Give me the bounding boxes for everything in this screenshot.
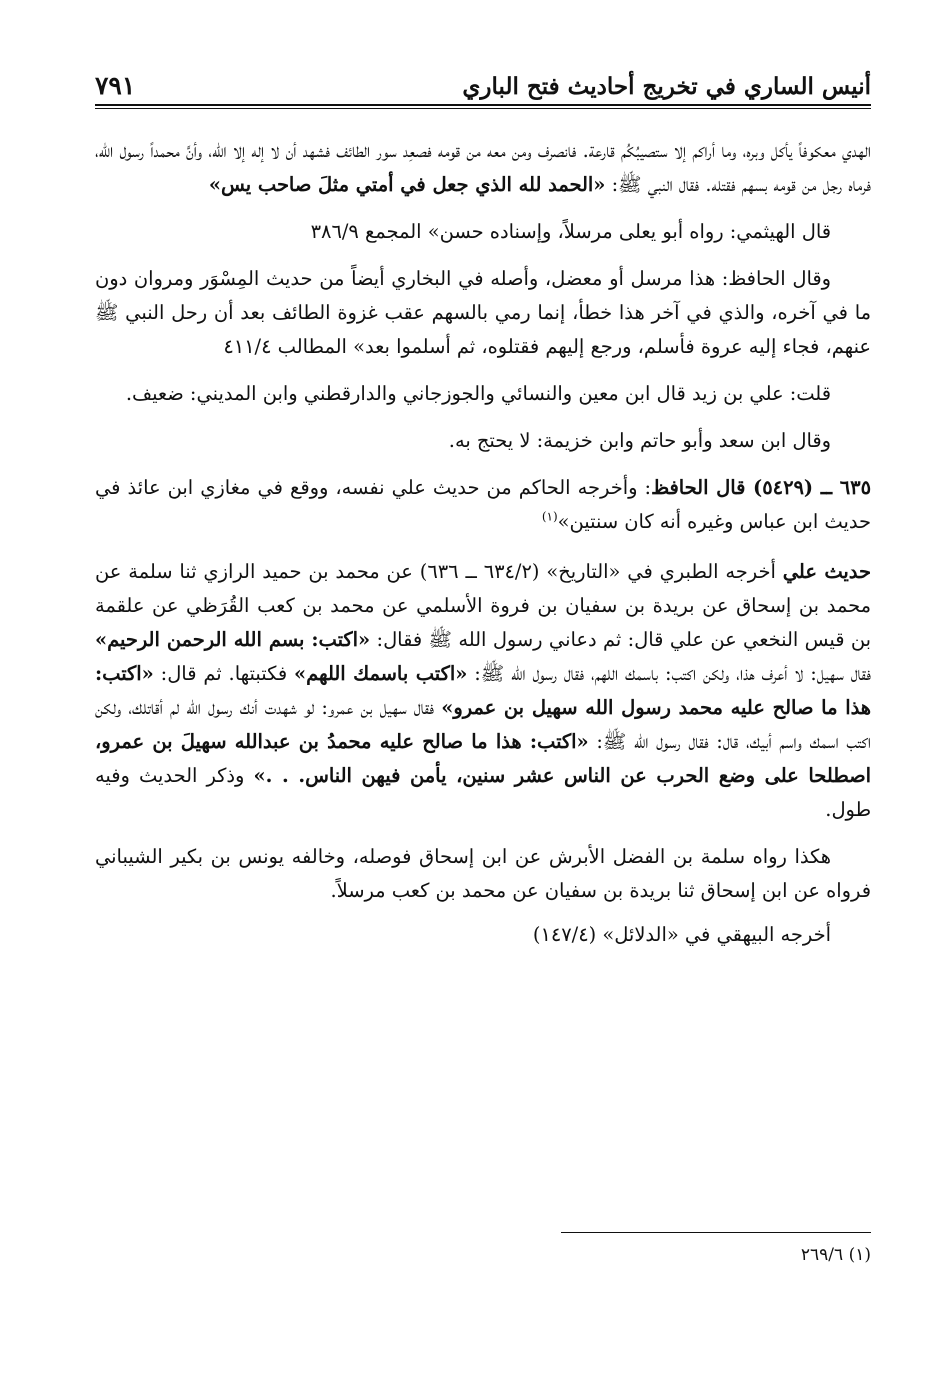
footnote: (١) ٢٦٩/٦ [800, 1245, 871, 1265]
paragraph: أخرجه البيهقي في «الدلائل» (١٤٧/٤) [532, 923, 831, 946]
paragraph: قلت: علي بن زيد قال ابن معين والنسائي والجوزجاني والدارقطني وابن المديني: ضعيف. [125, 382, 831, 405]
footnote-separator [561, 1232, 871, 1233]
book-title: أنيس الساري في تخريج أحاديث فتح الباري [462, 73, 871, 100]
paragraph: هكذا رواه سلمة بن الفضل الأبرش عن ابن إسحاق فوصله، وخالفه يونس بن بكير الشيباني فرواه عن ابن إسحاق ثنا بريدة بن سفيان عن محمد بن كعب مرسلاً. [95, 845, 871, 902]
header-rule-thin [95, 108, 871, 109]
book-page [95, 56, 871, 952]
footnote-ref: (١) [541, 509, 558, 524]
hadith-entry: ٦٣٥ ــ (٥٤٢٩) قال الحافظ: وأخرجه الحاكم من حديث علي نفسه، ووقع في مغازي ابن عائذ في حديث ابن عباس وغيره أنه كان سنتين»$^{(١)}$ [95, 476, 872, 533]
running-header [95, 56, 871, 100]
paragraph: الهدي معكوفاً يأكل وبره، وما أراكم إلا ستصيبُكُم قارعة. فانصرف ومن معه من قومه فصعِد سور الطائف فشهد أن لا إله إلا الله، وأنَّ محمداً رسول الله، فرماه رجل من قومه بسهم فقتله. فقال النبي ﷺ: «الحمد لله الذي جعل في أمتي مثلَ صاحب يس» [95, 139, 871, 196]
paragraph: حديث علي أخرجه الطبري في «التاريخ» (٦٣٤/٢ ــ ٦٣٦) عن محمد بن حميد الرازي ثنا سلمة عن محمد بن إسحاق عن بريدة بن سفيان بن فروة الأسلمي عن محمد بن كعب القُرَظي عن علقمة بن قيس النخعي عن علي قال: ثم دعاني رسول الله ﷺ فقال: «اكتب: بسم الله الرحمن الرحيم» فقال سهيل: لا أعرف هذا، ولكن اكتب: باسمك اللهم، فقال رسول الله ﷺ: «اكتب باسمك اللهم» فكتبتها. ثم قال: «اكتب: هذا ما صالح عليه محمد رسول الله سهيل بن عمرو» فقال سهيل بن عمرو: لو شهدت أنك رسول الله لم أقاتلك، ولكن اكتب اسمك واسم أبيك، قال: فقال رسول الله ﷺ: «اكتب: هذا ما صالح عليه محمدُ بن عبدالله سهيلَ بن عمرو، اصطلحا على وضع الحرب عن الناس عشر سنين، يأمن فيهن الناس. . .» وذكر الحديث وفيه طول. [95, 560, 872, 821]
paragraph: وقال ابن سعد وأبو حاتم وابن خزيمة: لا يحتج به. [448, 429, 831, 452]
paragraph: قال الهيثمي: رواه أبو يعلى مرسلاً، وإسناده حسن» المجمع ٣٨٦/٩ [310, 220, 831, 243]
paragraph: وقال الحافظ: هذا مرسل أو معضل، وأصله في البخاري أيضاً من حديث المِسْوَر ومروان دون ما في آخره، والذي في آخر هذا خطأ، إنما رمي بالسهم عقب غزوة الطائف بعد أن رحل النبي ﷺ عنهم، فجاء إليه عروة فأسلم، ورجع إليهم فقتلوه، ثم أسلموا بعد» المطالب ٤١١/٤ [95, 267, 871, 358]
page-number: ٧٩١ [95, 71, 136, 100]
entry-number: ٦٣٥ ــ (٥٤٢٩) قال الحافظ [651, 476, 872, 499]
header-rule [95, 104, 871, 106]
